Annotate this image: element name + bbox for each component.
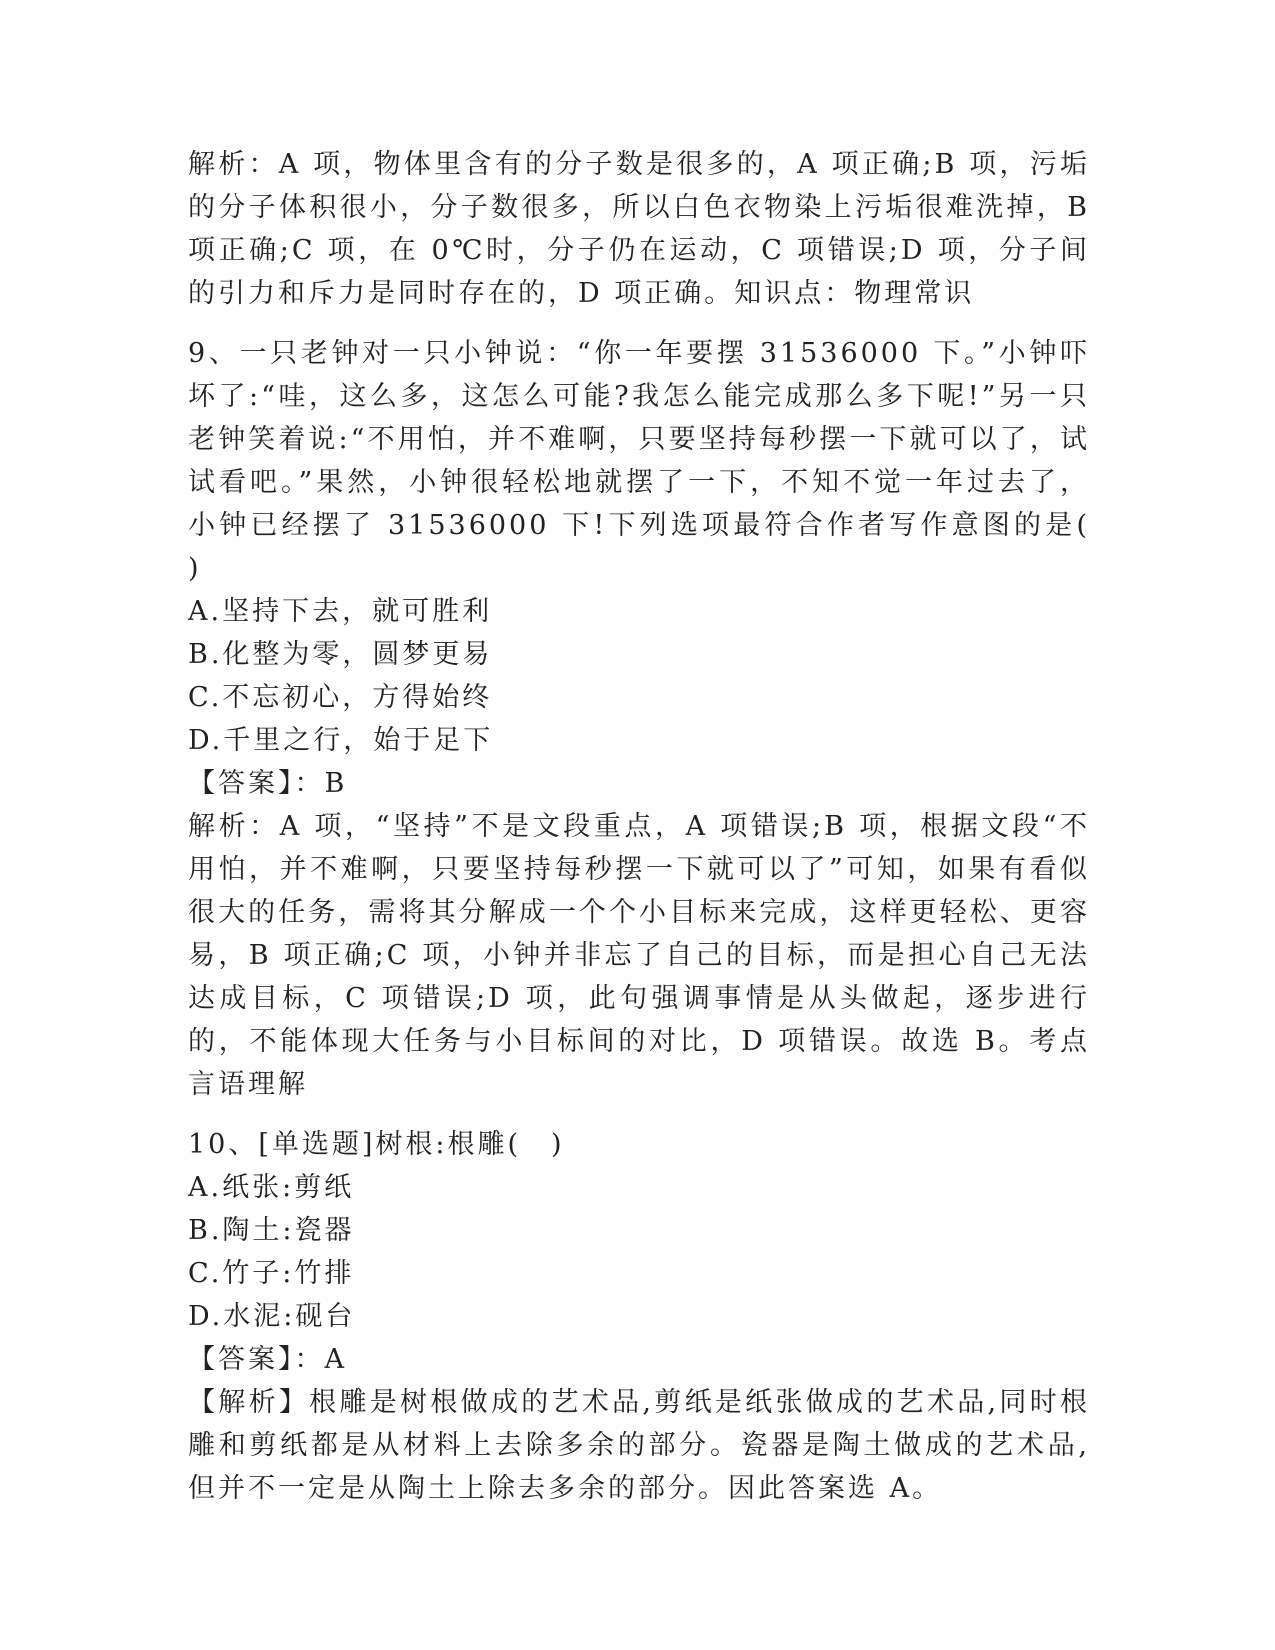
question-9-option-c: C.不忘初心，方得始终 [188, 682, 493, 713]
question-10-analysis: 【解析】根雕是树根做成的艺术品,剪纸是纸张做成的艺术品,同时根雕和剪纸都是从材料上去除多余的部分。瓷器是陶土做成的艺术品,但并不一定是从陶土上除去多余的部分。因此答案选 A。 [188, 1387, 1090, 1504]
question-9-answer: 【答案】：B [188, 768, 348, 799]
question-9-option-b: B.化整为零，圆梦更易 [188, 639, 493, 670]
question-9 [188, 332, 1150, 1106]
question-10-option-d: D.水泥:砚台 [188, 1301, 356, 1332]
question-9-option-d: D.千里之行，始于足下 [188, 725, 494, 756]
question-10 [188, 1123, 1090, 1510]
previous-question-analysis: 解析：A 项，物体里含有的分子数是很多的，A 项正确;B 项，污垢的分子体积很小，分子数很多，所以白色衣物染上污垢很难洗掉，B 项正确;C 项，在 0℃时，分子仍在运动，C 项错误;D 项，分子间的引力和斥力是同时存在的，D 项正确。知识点：物理常识 [188, 149, 1090, 309]
spacer [188, 1106, 1090, 1123]
question-9-stem: 9、一只老钟对一只小钟说：“你一年要摆 31536000 下。”小钟吓坏了:“哇，这么多，这怎么可能?我怎么能完成那么多下呢!”另一只老钟笑着说:“不用怕，并不难啊，只要坚持每秒摆一下就可以了，试试看吧。”果然，小钟很轻松地就摆了一下，不知不觉一年过去了，小钟已经摆了 31536000 下!下列选项最符合作者写作意图的是( ) [188, 338, 1150, 584]
question-10-stem: 10、[单选题]树根:根雕( ) [188, 1129, 565, 1160]
document-page [188, 143, 1150, 1510]
question-10-answer: 【答案】：A [188, 1344, 347, 1375]
question-10-option-b: B.陶土:瓷器 [188, 1215, 355, 1246]
question-10-option-a: A.纸张:剪纸 [188, 1172, 355, 1203]
question-9-analysis: 解析：A 项，“坚持”不是文段重点，A 项错误;B 项，根据文段“不用怕，并不难啊，只要坚持每秒摆一下就可以了”可知，如果有看似很大的任务，需将其分解成一个个小目标来完成，这样更轻松、更容易，B 项正确;C 项，小钟并非忘了自己的目标，而是担心自己无法达成目标，C 项错误;D 项，此句强调事情是从头做起，逐步进行的，不能体现大任务与小目标间的对比，D 项错误。故选 B。考点言语理解 [188, 811, 1090, 1100]
question-10-option-c: C.竹子:竹排 [188, 1258, 355, 1289]
spacer [188, 315, 1090, 332]
question-9-option-a: A.坚持下去，就可胜利 [188, 596, 493, 627]
